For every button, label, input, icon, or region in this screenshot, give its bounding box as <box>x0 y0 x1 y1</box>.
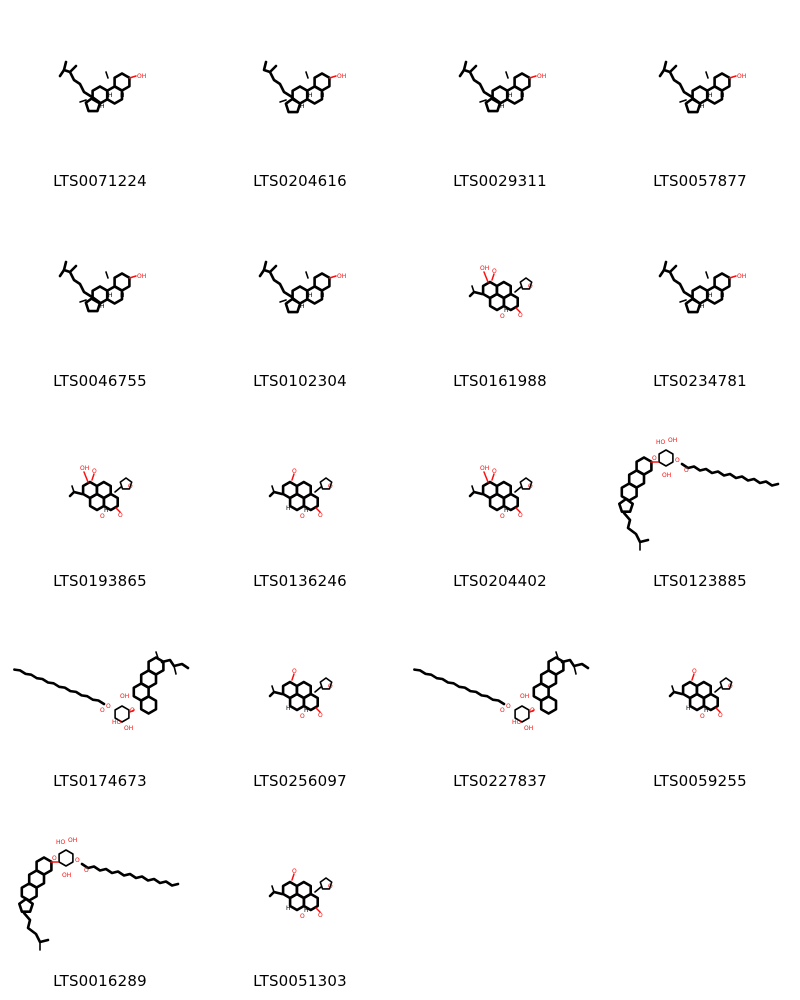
oxygen-label: O <box>500 707 505 714</box>
hydrogen-label: H <box>104 507 109 514</box>
oxygen-label: O <box>500 313 505 320</box>
molecule-cell <box>0 400 200 600</box>
stereo-mark: · <box>286 99 288 106</box>
furan-oxygen-label: O <box>528 283 533 290</box>
oxygen-label: O <box>684 467 689 474</box>
oxygen-label: O <box>106 703 111 710</box>
oxygen-label: O <box>118 512 123 519</box>
hydroxyl-label: OH <box>737 273 747 280</box>
hydrogen-label: H <box>700 103 705 110</box>
hydroxyl-label: OH <box>662 472 672 479</box>
hydroxyl-label: OH <box>737 73 747 80</box>
furan-oxygen-label: O <box>528 483 533 490</box>
molecule-cell <box>400 0 600 200</box>
hydrogen-label: H <box>304 507 309 514</box>
molecule-structure <box>414 652 588 732</box>
molecule-drawing <box>0 600 200 770</box>
furan-oxygen-label: O <box>128 483 133 490</box>
hydrogen-label: H <box>120 292 125 299</box>
molecule-id-label: LTS0046755 <box>53 372 147 390</box>
molecule-drawing <box>0 0 200 170</box>
molecule-id-label: LTS0136246 <box>253 572 347 590</box>
molecule-cell <box>600 200 800 400</box>
molecule-id-label: LTS0051303 <box>253 972 347 990</box>
hydrogen-label: H <box>286 905 291 912</box>
molecule-drawing <box>600 0 800 170</box>
hydroxyl-label: OH <box>480 465 490 472</box>
molecule-cell <box>400 200 600 400</box>
molecule-id-label: LTS0234781 <box>653 372 747 390</box>
oxygen-label: O <box>92 468 97 475</box>
oxygen-label: O <box>300 513 305 520</box>
ho-label: HO <box>112 719 122 726</box>
hydrogen-label: H <box>708 92 713 99</box>
molecule-cell <box>200 800 400 1000</box>
oxygen-label: O <box>100 707 105 714</box>
hydrogen-label: H <box>508 92 513 99</box>
hydroxyl-label: OH <box>137 73 147 80</box>
molecule-structure <box>619 437 778 550</box>
molecule-drawing <box>0 200 200 370</box>
molecule-cell <box>0 0 200 200</box>
hydrogen-label: H <box>308 92 313 99</box>
hydroxyl-label: OH <box>68 837 78 844</box>
hydrogen-label: H <box>720 92 725 99</box>
oxygen-label: O <box>492 268 497 275</box>
hydroxyl-label: OH <box>124 725 134 732</box>
hydroxyl-label: OH <box>80 465 90 472</box>
molecule-drawing <box>600 200 800 370</box>
oxygen-label: O <box>300 913 305 920</box>
molecule-structure <box>460 62 546 111</box>
oxygen-label: O <box>492 468 497 475</box>
ho-label: HO <box>656 439 666 446</box>
stereo-mark: · <box>286 299 288 306</box>
molecule-cell <box>200 400 400 600</box>
molecule-structure <box>470 465 533 520</box>
oxygen-label: O <box>500 513 505 520</box>
molecule-id-label: LTS0029311 <box>453 172 547 190</box>
hydrogen-label: H <box>320 92 325 99</box>
hydrogen-label: H <box>504 507 509 514</box>
molecule-structure <box>60 62 146 111</box>
molecule-drawing <box>200 200 400 370</box>
hydroxyl-label: OH <box>120 693 130 700</box>
oxygen-label: O <box>300 713 305 720</box>
hydroxyl-label: OH <box>337 73 347 80</box>
hydroxyl-label: OH <box>337 273 347 280</box>
hydroxyl-label: OH <box>668 437 678 444</box>
molecule-cell <box>0 800 200 1000</box>
hydrogen-label: H <box>500 103 505 110</box>
molecule-structure <box>660 62 746 112</box>
hydrogen-label: H <box>300 303 305 310</box>
molecule-structure <box>660 262 746 312</box>
molecule-id-label: LTS0227837 <box>453 772 547 790</box>
ho-label: HO <box>512 719 522 726</box>
molecule-cell <box>200 0 400 200</box>
molecule-cell <box>600 400 800 600</box>
furan-oxygen-label: O <box>328 483 333 490</box>
molecule-id-label: LTS0071224 <box>53 172 147 190</box>
molecule-structure <box>270 868 333 920</box>
molecule-cell <box>600 600 800 800</box>
oxygen-label: O <box>318 912 323 919</box>
oxygen-label: O <box>530 707 535 714</box>
oxygen-label: O <box>52 855 57 862</box>
hydrogen-label: H <box>320 292 325 299</box>
hydrogen-label: H <box>704 707 709 714</box>
molecule-id-label: LTS0102304 <box>253 372 347 390</box>
stereo-mark: · <box>86 99 88 106</box>
hydrogen-label: H <box>700 303 705 310</box>
oxygen-label: O <box>84 867 89 874</box>
molecule-cell <box>0 200 200 400</box>
hydrogen-label: H <box>286 705 291 712</box>
oxygen-label: O <box>292 668 297 675</box>
molecule-drawing <box>200 400 400 570</box>
hydroxyl-label: OH <box>480 265 490 272</box>
molecule-id-label: LTS0204402 <box>453 572 547 590</box>
molecule-cell <box>0 600 200 800</box>
oxygen-label: O <box>518 312 523 319</box>
hydrogen-label: H <box>686 705 691 712</box>
hydroxyl-label: OH <box>520 693 530 700</box>
furan-oxygen-label: O <box>328 883 333 890</box>
molecule-structure <box>670 668 733 720</box>
oxygen-label: O <box>692 668 697 675</box>
hydrogen-label: H <box>304 707 309 714</box>
hydroxyl-label: OH <box>524 725 534 732</box>
oxygen-label: O <box>130 707 135 714</box>
oxygen-label: O <box>318 512 323 519</box>
oxygen-label: O <box>292 468 297 475</box>
molecule-id-label: LTS0174673 <box>53 772 147 790</box>
molecule-drawing <box>400 200 600 370</box>
molecule-drawing <box>400 400 600 570</box>
molecule-drawing <box>200 800 400 970</box>
molecule-id-label: LTS0016289 <box>53 972 147 990</box>
stereo-mark: · <box>486 99 488 106</box>
hydrogen-label: H <box>304 907 309 914</box>
molecule-structure <box>270 668 333 720</box>
molecule-id-label: LTS0204616 <box>253 172 347 190</box>
furan-oxygen-label: O <box>728 683 733 690</box>
oxygen-label: O <box>75 857 80 864</box>
molecule-cell <box>400 600 600 800</box>
furan-oxygen-label: O <box>328 683 333 690</box>
oxygen-label: O <box>100 513 105 520</box>
hydrogen-label: H <box>308 292 313 299</box>
stereo-mark: · <box>686 99 688 106</box>
molecule-drawing <box>600 600 800 770</box>
ho-label: HO <box>56 839 66 846</box>
hydrogen-label: H <box>720 292 725 299</box>
molecule-cell <box>200 600 400 800</box>
hydrogen-label: H <box>100 103 105 110</box>
molecule-structure <box>260 262 346 312</box>
hydrogen-label: H <box>300 103 305 110</box>
molecule-structure <box>264 62 346 112</box>
hydrogen-label: H <box>120 92 125 99</box>
molecule-drawing <box>200 600 400 770</box>
oxygen-label: O <box>518 512 523 519</box>
oxygen-label: O <box>506 703 511 710</box>
hydrogen-label: H <box>520 92 525 99</box>
molecule-drawing <box>200 0 400 170</box>
oxygen-label: O <box>700 713 705 720</box>
hydrogen-label: H <box>504 307 509 314</box>
hydrogen-label: H <box>708 292 713 299</box>
molecule-drawing <box>400 0 600 170</box>
molecule-drawing <box>400 600 600 770</box>
oxygen-label: O <box>652 455 657 462</box>
hydrogen-label: H <box>108 292 113 299</box>
molecule-drawing <box>0 800 200 970</box>
molecule-id-label: LTS0161988 <box>453 372 547 390</box>
hydrogen-label: H <box>108 92 113 99</box>
molecule-id-label: LTS0123885 <box>653 572 747 590</box>
hydroxyl-label: OH <box>62 872 72 879</box>
molecule-structure <box>60 262 146 311</box>
molecule-drawing <box>0 400 200 570</box>
hydroxyl-label: OH <box>537 73 547 80</box>
molecule-structure <box>270 468 333 520</box>
hydroxyl-label: OH <box>137 273 147 280</box>
molecule-structure <box>470 265 533 320</box>
molecule-structure <box>19 837 178 950</box>
molecule-cell <box>200 200 400 400</box>
oxygen-label: O <box>718 712 723 719</box>
molecule-id-label: LTS0256097 <box>253 772 347 790</box>
hydrogen-label: H <box>286 505 291 512</box>
oxygen-label: O <box>318 712 323 719</box>
stereo-mark: · <box>686 299 688 306</box>
molecule-id-label: LTS0059255 <box>653 772 747 790</box>
molecule-id-label: LTS0057877 <box>653 172 747 190</box>
molecule-id-label: LTS0193865 <box>53 572 147 590</box>
stereo-mark: · <box>86 299 88 306</box>
molecule-drawing <box>600 400 800 570</box>
oxygen-label: O <box>675 457 680 464</box>
hydrogen-label: H <box>100 303 105 310</box>
molecule-structure <box>70 465 133 520</box>
molecule-structure <box>14 652 188 732</box>
molecule-cell <box>400 400 600 600</box>
molecule-cell <box>600 0 800 200</box>
oxygen-label: O <box>292 868 297 875</box>
